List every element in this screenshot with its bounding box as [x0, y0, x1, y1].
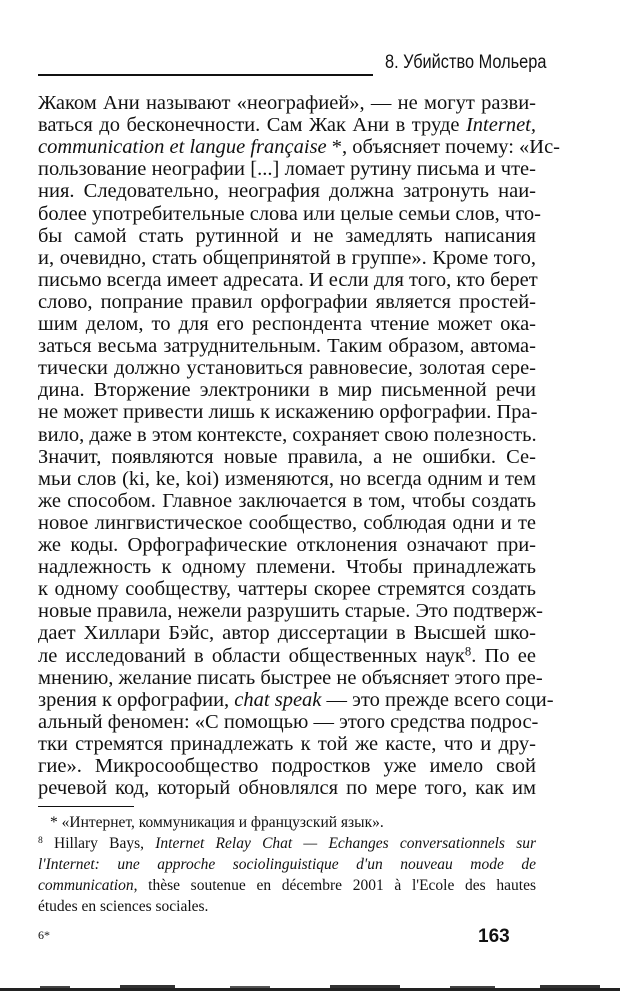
body-line: слово, попрание правил орфографии является простей- — [38, 290, 536, 313]
italic-text: communication — [38, 877, 134, 894]
signature-mark: 6* — [38, 928, 50, 942]
body-line: мьи слов (ki, ke, koi) изменяются, но всегда одним и тем — [38, 467, 536, 490]
footnote-star: * «Интернет, коммуникация и французский язык». — [50, 814, 384, 831]
body-line: Жаком Ани называют «неографией», — не могут разви- — [38, 92, 536, 114]
body-line: communication et langue française *, объясняет почему: «Ис- — [38, 136, 561, 159]
body-line: заться весьма затруднительным. Таким образом, автома- — [38, 335, 536, 358]
body-line: дина. Вторжение электроники в мир письменной речи — [38, 379, 536, 402]
body-line: гие». Микросообщество подростков уже имело свой — [38, 755, 536, 777]
body-line: дает Хиллари Бэйс, автор диссертации в Высшей шко- — [38, 622, 536, 645]
body-line: Значит, появляются новые правила, а не ошибки. Се- — [38, 445, 536, 468]
body-line: тически должно установиться равновесие, золотая сере- — [38, 357, 536, 380]
body-line: надлежность к одному племени. Чтобы принадлежать — [38, 556, 536, 579]
italic-text: chat speak — [234, 688, 322, 711]
header-rule — [38, 74, 373, 76]
body-line: ния. Следовательно, неография должна затронуть наи- — [38, 180, 536, 203]
body-line: же коды. Орфографические отклонения означают при- — [38, 534, 536, 556]
body-line: новое лингвистическое сообщество, соблюдая одни и те — [38, 511, 536, 534]
body-line: шим делом, то для его респондента чтение может ока- — [38, 313, 536, 335]
body-line: и, очевидно, стать общепринятой в группе». Кроме того, — [38, 246, 536, 269]
footnote-ref: 8 — [38, 835, 43, 847]
body-line: ле исследований в области общественных наук$^8$. По ее — [38, 644, 536, 667]
italic-text: Internet, — [465, 114, 536, 137]
footnote-8-line: études en sciences sociales. — [38, 898, 209, 915]
body-line: мнению, желание писать быстрее не объясняет этого пре- — [38, 666, 543, 689]
body-line: зрения к орфографии, chat speak — это прежде всего соци- — [38, 688, 554, 711]
body-line: не может привести лишь к искажению орфографии. Пра- — [38, 401, 538, 424]
footnote-8-line: $^8$ Hillary Bays, Internet Relay Chat — Echanges conversationnels sur — [38, 835, 537, 852]
footnote-8-line — [38, 854, 536, 876]
body-line: новые правила, нежели разрушить старые. Это подтверж- — [38, 600, 543, 623]
body-line: бы самой стать рутинной и не замедлять написания — [38, 224, 536, 247]
footnote-ref: 8 — [464, 644, 472, 659]
body-line: речевой код, который обновлялся по мере того, как им — [38, 777, 536, 800]
footnote-rule — [38, 806, 134, 807]
body-line: к одному сообществу, чаттеры скорее стремятся создать — [38, 578, 536, 601]
body-line: вило, даже в этом контексте, сохраняет свою полезность. — [38, 423, 537, 446]
page-number: 163 — [478, 926, 510, 947]
body-line: же способом. Главное заключается в том, чтобы создать — [38, 489, 536, 512]
body-line: тки стремятся принадлежать к той же касте, что и дру- — [38, 732, 536, 755]
scan-edge-noise — [0, 984, 620, 991]
italic-text: communication et langue française — [38, 136, 327, 159]
running-head: 8. Убийство Мольера — [385, 52, 547, 73]
body-line: альный феномен: «С помощью — этого средства подрос- — [38, 710, 539, 733]
footnote-8-line: communication, thèse soutenue en décembre 2001 à l'Ecole des hautes — [38, 877, 536, 894]
body-line: письмо всегда имеет адресата. И если для того, кто берет — [38, 268, 538, 291]
body-line: ваться до бесконечности. Сам Жак Ани в труде Internet, — [38, 114, 536, 137]
italic-text: l'Internet: une approche sociolinguistique d'un nouveau mode de — [38, 856, 536, 873]
body-line: пользование неографии [...] ломает рутину письма и чте- — [38, 158, 536, 181]
body-line: более употребительные слова или целые семьи слов, что- — [38, 202, 541, 225]
italic-text: Internet Relay Chat — Echanges conversationnels sur — [155, 835, 537, 852]
